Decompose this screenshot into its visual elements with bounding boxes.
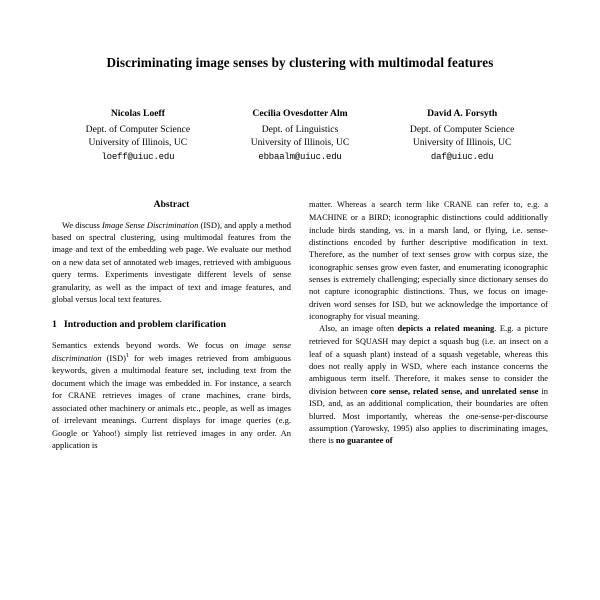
author-name: David A. Forsyth <box>427 108 498 120</box>
author-email: loeff@uiuc.edu <box>101 151 175 162</box>
right-paragraph-2: Also, an image often depicts a related meaning. E.g. a picture retrieved for SQUASH may depict a squash bug (i.e. an insect on a leaf of a squash plant) instead of a squash vegetable, whereas this does not really apply in WSD, where each instance concerns the ambiguous term itself. Therefore, it makes sense to consider the division between core sense, related sense, and unrelated sense in ISD, and, as an additional complication, their boundaries are often blurred. Most importantly, whereas the one-sense-per-discourse assumption (Yarowsky, 1995) also applies to discriminating images, there is no guarantee of <box>309 323 548 446</box>
author-entry <box>220 107 380 164</box>
right-paragraph-1: matter. Whereas a search term like CRANE can refer to, e.g. a MACHINE or a BIRD; iconographic distinctions could additionally include birds standing, vs. in a marsh land, or flying, i.e. sense-distinctions encoded by further descriptive modification in text. Therefore, as the number of text senses grow with corpus size, the iconographic senses grow even faster, and enumerating iconographic senses is extremely challenging; especially since dictionary senses do not capture iconographic distinctions. Thus, we focus on image-driven word senses for ISD, but we acknowledge the importance of iconography for visual meaning. <box>309 198 548 322</box>
abstract-paragraph: We discuss Image Sense Discrimination (ISD), and apply a method based on spectral clustering, using multimodal features from the image and text of the embedding web page. We evaluate our method on a new data set of annotated web images, retrieved with ambiguous query terms. Experiments investigate different levels of sense granularity, as well as the impact of text and image features, and global versus local text features. <box>52 219 291 304</box>
author-affiliation-line1: Dept. of Computer Science <box>85 123 191 135</box>
body-columns <box>52 198 548 452</box>
section-title: Introduction and problem clarification <box>63 319 227 331</box>
page-title: Discriminating image senses by clustering with multimodal features <box>106 55 494 70</box>
author-affiliation-line1: Dept. of Linguistics <box>261 123 339 135</box>
right-column <box>309 198 548 452</box>
left-column <box>52 198 291 452</box>
author-block <box>52 107 548 164</box>
author-affiliation-line2: University of Illinois, UC <box>88 137 188 149</box>
author-name: Cecilia Ovesdotter Alm <box>252 108 348 120</box>
author-name: Nicolas Loeff <box>110 108 165 120</box>
author-entry <box>382 107 542 164</box>
author-affiliation-line2: University of Illinois, UC <box>412 137 512 149</box>
author-affiliation-line1: Dept. of Computer Science <box>409 123 515 135</box>
section-number: 1 <box>52 319 57 331</box>
abstract-heading: Abstract <box>153 198 190 210</box>
author-email: daf@uiuc.edu <box>430 151 494 162</box>
author-entry <box>58 107 218 164</box>
section1-paragraph-1: Semantics extends beyond words. We focus on image sense discrimination (ISD)$^1$ for web images retrieved from ambiguous keywords, given a multimodal feature set, including text from the document which the image was embedded in. For instance, a search for CRANE retrieves images of crane machines, crane birds, associated other machinery or animals etc., people, as well as images of irrelevant meanings. Current displays for image queries (e.g. Google or Yahoo!) simply list retrieved images in any order. An application is <box>52 340 291 450</box>
author-affiliation-line2: University of Illinois, UC <box>250 137 350 149</box>
author-email: ebbaalm@uiuc.edu <box>258 151 342 162</box>
section-heading-1 <box>52 318 291 332</box>
